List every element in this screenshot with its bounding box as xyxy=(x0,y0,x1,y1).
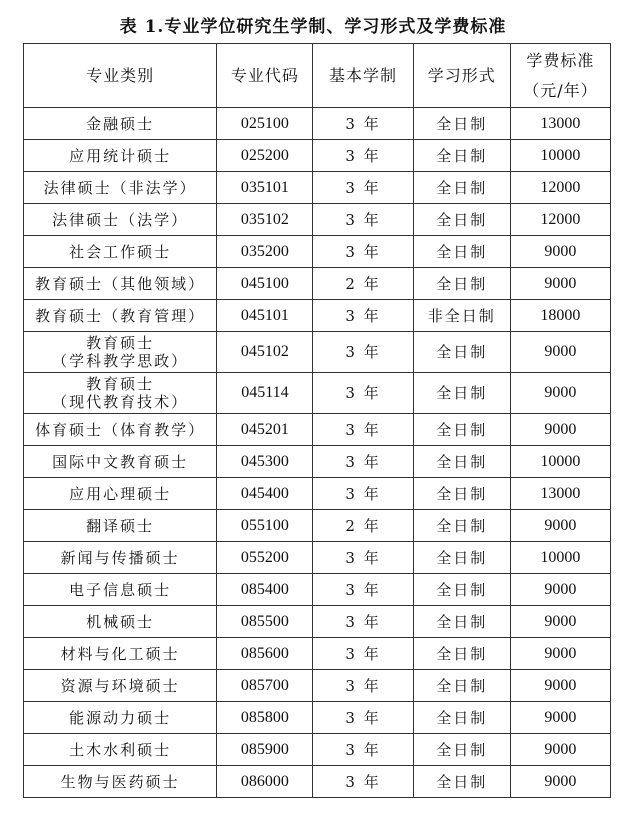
cell-duration: 2 年 xyxy=(313,510,413,542)
cell-duration: 2 年 xyxy=(313,268,413,300)
table-row xyxy=(24,638,611,670)
table-row xyxy=(24,766,611,798)
table-row xyxy=(24,734,611,766)
cell-mode: 全日制 xyxy=(413,236,510,268)
cell-duration: 3 年 xyxy=(313,766,413,798)
cell-code: 025100 xyxy=(217,108,313,140)
cell-category: 应用心理硕士 xyxy=(24,478,217,510)
table-row xyxy=(24,108,611,140)
cell-category: 国际中文教育硕士 xyxy=(24,446,217,478)
cell-code: 055100 xyxy=(217,510,313,542)
table-row xyxy=(24,478,611,510)
cell-duration: 3 年 xyxy=(313,542,413,574)
cell-duration: 3 年 xyxy=(313,638,413,670)
header-fee xyxy=(510,44,610,108)
cell-code: 045102 xyxy=(217,332,313,373)
cell-code: 085900 xyxy=(217,734,313,766)
cell-category: 生物与医药硕士 xyxy=(24,766,217,798)
cell-mode: 全日制 xyxy=(413,108,510,140)
cell-fee: 9000 xyxy=(510,332,610,373)
category-line2: （现代教育技术） xyxy=(52,393,189,411)
table-row xyxy=(24,542,611,574)
cell-duration: 3 年 xyxy=(313,204,413,236)
cell-category: 能源动力硕士 xyxy=(24,702,217,734)
cell-mode: 全日制 xyxy=(413,542,510,574)
cell-duration: 3 年 xyxy=(313,574,413,606)
table-row xyxy=(24,140,611,172)
table-row xyxy=(24,332,611,373)
cell-fee: 9000 xyxy=(510,638,610,670)
cell-duration: 3 年 xyxy=(313,140,413,172)
cell-category: 资源与环境硕士 xyxy=(24,670,217,702)
cell-category: 电子信息硕士 xyxy=(24,574,217,606)
cell-duration: 3 年 xyxy=(313,478,413,510)
cell-duration: 3 年 xyxy=(313,446,413,478)
cell-mode: 全日制 xyxy=(413,574,510,606)
cell-fee: 9000 xyxy=(510,606,610,638)
cell-mode: 全日制 xyxy=(413,606,510,638)
cell-duration: 3 年 xyxy=(313,606,413,638)
table-row xyxy=(24,510,611,542)
category-line1: 教育硕士 xyxy=(86,375,155,393)
cell-category: 应用统计硕士 xyxy=(24,140,217,172)
cell-fee: 9000 xyxy=(510,670,610,702)
cell-code: 085400 xyxy=(217,574,313,606)
table-row xyxy=(24,373,611,414)
cell-duration: 3 年 xyxy=(313,734,413,766)
table-title: 表 1.专业学位研究生学制、学习形式及学费标准 xyxy=(119,17,507,37)
cell-mode: 全日制 xyxy=(413,332,510,373)
header-duration: 基本学制 xyxy=(313,44,413,108)
cell-fee: 9000 xyxy=(510,414,610,446)
cell-code: 045400 xyxy=(217,478,313,510)
cell-mode: 全日制 xyxy=(413,702,510,734)
tuition-table xyxy=(23,43,611,798)
cell-code: 045100 xyxy=(217,268,313,300)
cell-mode: 全日制 xyxy=(413,734,510,766)
cell-fee: 9000 xyxy=(510,766,610,798)
cell-category: 教育硕士（教育管理） xyxy=(24,300,217,332)
header-mode: 学习形式 xyxy=(413,44,510,108)
cell-category: 法律硕士（非法学） xyxy=(24,172,217,204)
header-row xyxy=(24,44,611,108)
cell-code: 086000 xyxy=(217,766,313,798)
cell-category: 体育硕士（体育教学） xyxy=(24,414,217,446)
cell-category: 金融硕士 xyxy=(24,108,217,140)
table-row xyxy=(24,702,611,734)
cell-mode: 全日制 xyxy=(413,478,510,510)
cell-duration: 3 年 xyxy=(313,670,413,702)
cell-mode: 全日制 xyxy=(413,446,510,478)
category-line2: （学科教学思政） xyxy=(52,352,189,370)
table-row xyxy=(24,414,611,446)
cell-mode: 全日制 xyxy=(413,414,510,446)
cell-code: 055200 xyxy=(217,542,313,574)
cell-code: 085700 xyxy=(217,670,313,702)
cell-category: 机械硕士 xyxy=(24,606,217,638)
cell-code: 085800 xyxy=(217,702,313,734)
cell-fee: 9000 xyxy=(510,574,610,606)
cell-category: 新闻与传播硕士 xyxy=(24,542,217,574)
cell-duration: 3 年 xyxy=(313,332,413,373)
cell-duration: 3 年 xyxy=(313,373,413,414)
cell-fee: 18000 xyxy=(510,300,610,332)
cell-fee: 9000 xyxy=(510,510,610,542)
table-row xyxy=(24,606,611,638)
cell-duration: 3 年 xyxy=(313,236,413,268)
cell-duration: 3 年 xyxy=(313,702,413,734)
cell-fee: 12000 xyxy=(510,204,610,236)
cell-mode: 全日制 xyxy=(413,510,510,542)
cell-code: 085600 xyxy=(217,638,313,670)
cell-mode: 非全日制 xyxy=(413,300,510,332)
cell-mode: 全日制 xyxy=(413,670,510,702)
cell-fee: 9000 xyxy=(510,702,610,734)
cell-category: 社会工作硕士 xyxy=(24,236,217,268)
cell-duration: 3 年 xyxy=(313,300,413,332)
cell-fee: 10000 xyxy=(510,542,610,574)
cell-category xyxy=(24,332,217,373)
cell-code: 025200 xyxy=(217,140,313,172)
cell-fee: 13000 xyxy=(510,478,610,510)
cell-mode: 全日制 xyxy=(413,140,510,172)
cell-fee: 9000 xyxy=(510,236,610,268)
cell-code: 035101 xyxy=(217,172,313,204)
header-code: 专业代码 xyxy=(217,44,313,108)
cell-fee: 9000 xyxy=(510,268,610,300)
table-row xyxy=(24,446,611,478)
cell-fee: 12000 xyxy=(510,172,610,204)
cell-code: 085500 xyxy=(217,606,313,638)
cell-code: 045101 xyxy=(217,300,313,332)
cell-mode: 全日制 xyxy=(413,204,510,236)
cell-code: 045300 xyxy=(217,446,313,478)
cell-mode: 全日制 xyxy=(413,172,510,204)
cell-code: 045201 xyxy=(217,414,313,446)
cell-fee: 13000 xyxy=(510,108,610,140)
cell-code: 035102 xyxy=(217,204,313,236)
cell-category: 教育硕士（其他领域） xyxy=(24,268,217,300)
table-row xyxy=(24,670,611,702)
cell-mode: 全日制 xyxy=(413,268,510,300)
table-row xyxy=(24,236,611,268)
cell-fee: 10000 xyxy=(510,140,610,172)
cell-mode: 全日制 xyxy=(413,638,510,670)
header-category: 专业类别 xyxy=(24,44,217,108)
table-row xyxy=(24,268,611,300)
cell-code: 035200 xyxy=(217,236,313,268)
cell-code: 045114 xyxy=(217,373,313,414)
table-row xyxy=(24,172,611,204)
cell-fee: 10000 xyxy=(510,446,610,478)
cell-duration: 3 年 xyxy=(313,108,413,140)
table-row xyxy=(24,574,611,606)
table-row xyxy=(24,300,611,332)
cell-category: 翻译硕士 xyxy=(24,510,217,542)
cell-mode: 全日制 xyxy=(413,766,510,798)
cell-fee: 9000 xyxy=(510,373,610,414)
cell-category: 材料与化工硕士 xyxy=(24,638,217,670)
cell-category: 法律硕士（法学） xyxy=(24,204,217,236)
table-row xyxy=(24,204,611,236)
header-fee-line1: 学费标准 xyxy=(526,50,595,70)
header-fee-line2: （元/年） xyxy=(523,80,598,100)
table-body xyxy=(24,108,611,798)
cell-mode: 全日制 xyxy=(413,373,510,414)
cell-duration: 3 年 xyxy=(313,172,413,204)
category-line1: 教育硕士 xyxy=(86,334,155,352)
cell-fee: 9000 xyxy=(510,734,610,766)
cell-category xyxy=(24,373,217,414)
cell-category: 土木水利硕士 xyxy=(24,734,217,766)
cell-duration: 3 年 xyxy=(313,414,413,446)
